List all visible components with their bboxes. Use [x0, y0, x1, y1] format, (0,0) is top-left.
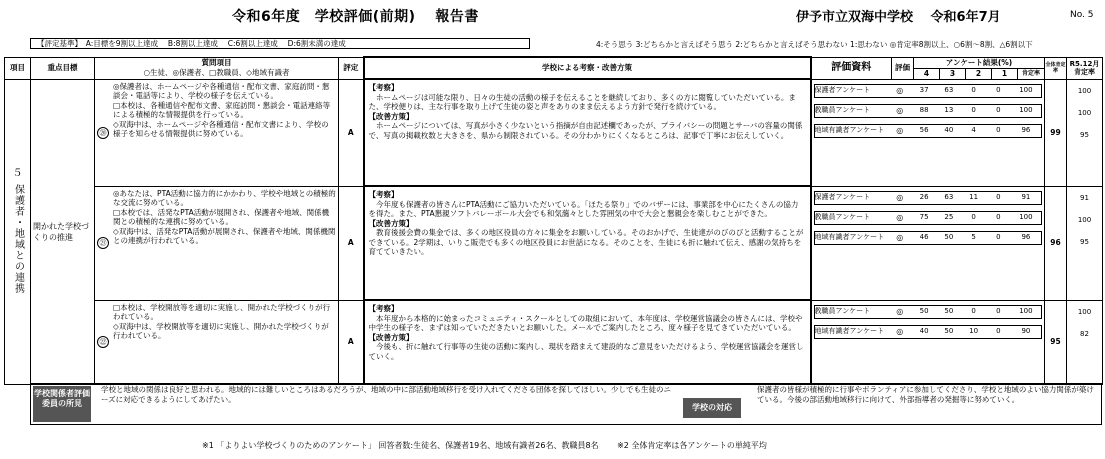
consideration-label: 【考察】 [368, 83, 399, 92]
survey-v1: 0 [996, 232, 1001, 241]
survey-mark: ◎ [896, 232, 904, 242]
prev-value: 91 [1080, 193, 1089, 202]
prev-value: 95 [1080, 130, 1089, 139]
survey-mark: ◎ [896, 326, 904, 336]
survey-v4: 40 [919, 326, 929, 335]
rating-cell: A [339, 300, 364, 384]
header-total-affirm: 全体肯定率 [1045, 57, 1067, 79]
total-affirm: 96 [1045, 186, 1067, 300]
survey-v2: 11 [969, 192, 979, 201]
survey-v2: 0 [971, 306, 976, 315]
survey-name: 教職員アンケート [814, 105, 871, 114]
header-question [95, 57, 339, 79]
survey-v1: 0 [996, 125, 1001, 134]
header-col-4: 4 [914, 68, 940, 79]
survey-v3: 50 [944, 306, 954, 315]
bottom-section [30, 383, 1102, 425]
survey-affirm: 100 [1019, 85, 1033, 94]
total-affirm: 99 [1045, 79, 1067, 186]
improvement-text: 今後も、折に触れて行事等の生徒の活動に案内し、現状を踏まえて建設的なご意見をいただけるよう、学校運営協議会を運営していく。 [368, 342, 804, 361]
header-col-2: 2 [966, 68, 992, 79]
survey-mark: ◎ [896, 125, 904, 135]
committee-label: 学校関係者評価委員の所見 [33, 386, 91, 422]
survey-v4: 88 [919, 105, 929, 114]
survey-mark: ◎ [896, 85, 904, 95]
survey-v1: 0 [996, 212, 1001, 221]
improvement-label: 【改善方策】 [368, 332, 414, 342]
question-text: ◎あなたは、PTA活動に協力的にかかわり、学校や地域との積極的な交流に努めている。 □本校では、活発なPTA活動が展開され、保護者や地域、関係機関との積極的な連携に努めている。 ◇双海中は、活発なPTA活動が展開され、保護者や地域、関係機関との連携が行われている。 [113, 188, 336, 245]
survey-affirm: 100 [1019, 105, 1033, 114]
header-goal: 重点目標 [31, 57, 95, 79]
question-cell [95, 186, 339, 300]
rating-cell: A [339, 186, 364, 300]
survey-v2: 5 [971, 232, 976, 241]
improvement-label: 【改善方策】 [368, 111, 414, 121]
survey-v3: 50 [944, 326, 954, 335]
goal-cell: 開かれた学校づくりの推進 [31, 79, 95, 384]
prev-value: 100 [1077, 108, 1092, 117]
prev-value: 100 [1077, 307, 1092, 316]
survey-v3: 25 [944, 212, 954, 221]
footer-note: ※1 「よりよい学校づくりのためのアンケート」 回答者数:生徒名、保護者19名、地域有識者26名、教職員8名 ※2 全体肯定率は各アンケートの単純平均 [202, 441, 767, 450]
survey-name: 教職員アンケート [814, 306, 871, 315]
page-title: 令和6年度 学校評価(前期) 報告書 [232, 9, 479, 25]
survey-v1: 0 [996, 326, 1001, 335]
survey-v2: 0 [971, 212, 976, 221]
survey-block [811, 79, 1045, 186]
total-affirm: 95 [1045, 300, 1067, 384]
survey-row [814, 211, 1043, 225]
survey-name: 保護者アンケート [814, 192, 871, 201]
item-name: 保護者・地域との連携 [12, 184, 24, 295]
survey-affirm: 96 [1021, 125, 1031, 134]
survey-v2: 0 [971, 85, 976, 94]
evaluation-table [4, 56, 1103, 385]
survey-v1: 0 [996, 306, 1001, 315]
survey-name: 地域有識者アンケート [814, 232, 885, 241]
survey-v4: 56 [919, 125, 929, 134]
survey-v1: 0 [996, 105, 1001, 114]
consideration-label: 【考察】 [368, 304, 399, 313]
question-cell [95, 300, 339, 384]
header-col-1: 1 [992, 68, 1018, 79]
prev-year-block [1067, 300, 1103, 384]
survey-affirm: 96 [1021, 232, 1031, 241]
criteria-legend: 【評定基準】 A:目標を9割以上達成 B:8割以上達成 C:6割以上達成 D:6割未満の達成 [30, 38, 530, 49]
committee-text: 学校と地域の関係は良好と思われる。地域的には難しいところはあるだろうが、地域の中に部活動地域移行を受け入れてくださる団体を探してほしい。少しでも生徒のニーズに対応できるようにしてあげたい。 [101, 385, 671, 404]
header-col-affirm: 肯定率 [1018, 68, 1045, 79]
survey-v4: 37 [919, 85, 929, 94]
prev-value: 100 [1077, 215, 1092, 224]
survey-row [814, 84, 1043, 98]
survey-v3: 50 [944, 232, 954, 241]
survey-v4: 75 [919, 212, 929, 221]
survey-block [811, 300, 1045, 384]
survey-v3: 63 [944, 192, 954, 201]
prev-value: 100 [1077, 86, 1092, 95]
survey-mark: ◎ [896, 192, 904, 202]
consideration-cell [364, 79, 811, 186]
header-consideration: 学校による考察・改善方策 [364, 57, 811, 79]
item-number: ５ [12, 167, 23, 179]
improvement-label: 【改善方策】 [368, 218, 414, 228]
prev-year-block [1067, 79, 1103, 186]
consideration-text: 今年度も保護者の皆さんにPTA活動にご協力いただいている。「ほたる祭り」でのバザーには、事業部を中心にたくさんの協力を得た。また、PTA懇親ソフトバレーボール大会でも和気藹々とした雰囲気の中で大会と懇親会を楽しむことができた。 [368, 199, 799, 218]
consideration-cell [364, 300, 811, 384]
survey-v4: 26 [919, 192, 929, 201]
school-response-text: 保護者の皆様が積極的に行事やボランティアに参加してくださり、学校と地域のよい協力関係が築けている。今後の部活動地域移行に向けて、外部指導者の発掘等に努めていく。 [757, 385, 1094, 404]
improvement-text: ホームページについては、写真が小さく少ないという指摘が自由記述欄であったが、プライバシーの問題とサーバの容量の関係で、写真の掲載枚数と大きさを、県から制限されている。その分わかりにくくなるところは、記事で丁寧にお伝えしていく。 [368, 121, 803, 140]
school-response-label: 学校の対応 [683, 398, 741, 418]
consideration-label: 【考察】 [368, 190, 399, 199]
survey-mark: ◎ [896, 105, 904, 115]
survey-affirm: 91 [1021, 192, 1031, 201]
survey-v3: 40 [944, 125, 954, 134]
survey-block [811, 186, 1045, 300]
survey-v3: 63 [944, 85, 954, 94]
survey-affirm: 100 [1019, 212, 1033, 221]
survey-affirm: 90 [1021, 326, 1031, 335]
consideration-text: ホームページは可能な限り、日々の生徒の活動の様子を伝えることを継続しており、多くの方に閲覧していただいている。また、学校便りは、主な行事を取り上げて生徒の姿と声をありのまま伝えるよう方針で発行を続けている。 [368, 92, 796, 111]
survey-row [814, 124, 1043, 138]
survey-mark: ◎ [896, 306, 904, 316]
survey-v1: 0 [996, 85, 1001, 94]
header-rating: 評定 [339, 57, 364, 79]
prev-year-block [1067, 186, 1103, 300]
survey-name: 地域有識者アンケート [814, 125, 885, 134]
survey-mark: ◎ [896, 212, 904, 222]
question-text: □本校は、学校開放等を適切に実施し、開かれた学校づくりが行われている。 ◇双海中は、学校開放等を適切に実施し、開かれた学校づくりが行われている。 [113, 302, 331, 340]
survey-name: 教職員アンケート [814, 212, 871, 221]
prev-value: 95 [1080, 237, 1089, 246]
survey-affirm: 100 [1019, 306, 1033, 315]
survey-name: 地域有識者アンケート [814, 326, 885, 335]
survey-row [814, 325, 1043, 339]
header-question-label: 質問項目 [201, 58, 232, 67]
question-cell [95, 79, 339, 186]
header-item: 項目 [5, 57, 31, 79]
header-prev-year: R5.12月 肯定率 [1067, 57, 1103, 79]
consideration-text: 本年度から本格的に始まったコミュニティ・スクールとしての取組において、本年度は、学校運営協議会の皆さんには、学校や中学生の様子を、まずは知っていただきたいとお願いした。メールでご案内したところ、度々様子を見てきていただいている。 [368, 313, 803, 332]
question-number: ㉑ [97, 237, 109, 249]
survey-v4: 46 [919, 232, 929, 241]
survey-row [814, 231, 1043, 245]
survey-row [814, 305, 1043, 319]
survey-v1: 0 [996, 192, 1001, 201]
improvement-text: 教育後援会費の集金では、多くの地区役員の方々に集金をお願いしている。そのおかげで、生徒達がのびのびと活動することができている。2学期は、いりこ販売でも多くの地区役員にお世話になる。そのことを、生徒にも折に触れて伝え、感謝の気持ちを育てていきたい。 [368, 228, 804, 256]
item-cell [5, 79, 31, 384]
rating-cell: A [339, 79, 364, 186]
page-number: No. 5 [1070, 10, 1094, 20]
question-number: ⑳ [97, 127, 109, 139]
consideration-cell [364, 186, 811, 300]
school-name-date: 伊予市立双海中学校 令和6年7月 [796, 10, 1001, 25]
header-survey: アンケート結果(%) [914, 57, 1045, 68]
survey-v2: 0 [971, 105, 976, 114]
question-number: ㉒ [97, 336, 109, 348]
survey-row [814, 104, 1043, 118]
question-text: ◎保護者は、ホームページや各種通信・配布文書、家庭訪問・懇談会・電話等により、学校の様子を伝えている。 □本校は、各種通信や配布文書、家庭訪問・懇談会・電話連絡等による積極的な情報提供を行っている。 ◇双海中は、ホームページや各種通信・配布文書により、学校の様子を知らせる情報提供に努めている。 [113, 81, 331, 138]
survey-v4: 50 [919, 306, 929, 315]
prev-value: 82 [1080, 329, 1089, 338]
survey-v2: 4 [971, 125, 976, 134]
survey-v2: 10 [969, 326, 979, 335]
survey-row [814, 191, 1043, 205]
survey-v3: 13 [944, 105, 954, 114]
survey-name: 保護者アンケート [814, 85, 871, 94]
header-eval: 評価 [892, 57, 914, 79]
header-col-3: 3 [940, 68, 966, 79]
header-question-sub: ○生徒、◎保護者、□教職員、◇地域有識者 [143, 68, 290, 77]
header-eval-material: 評価資料 [811, 57, 892, 79]
scale-legend: 4:そう思う 3:どちらかと言えばそう思う 2:どちらかと言えばそう思わない 1:思わない ◎肯定率8割以上、○6割～8割、△6割以下 [596, 40, 1033, 49]
